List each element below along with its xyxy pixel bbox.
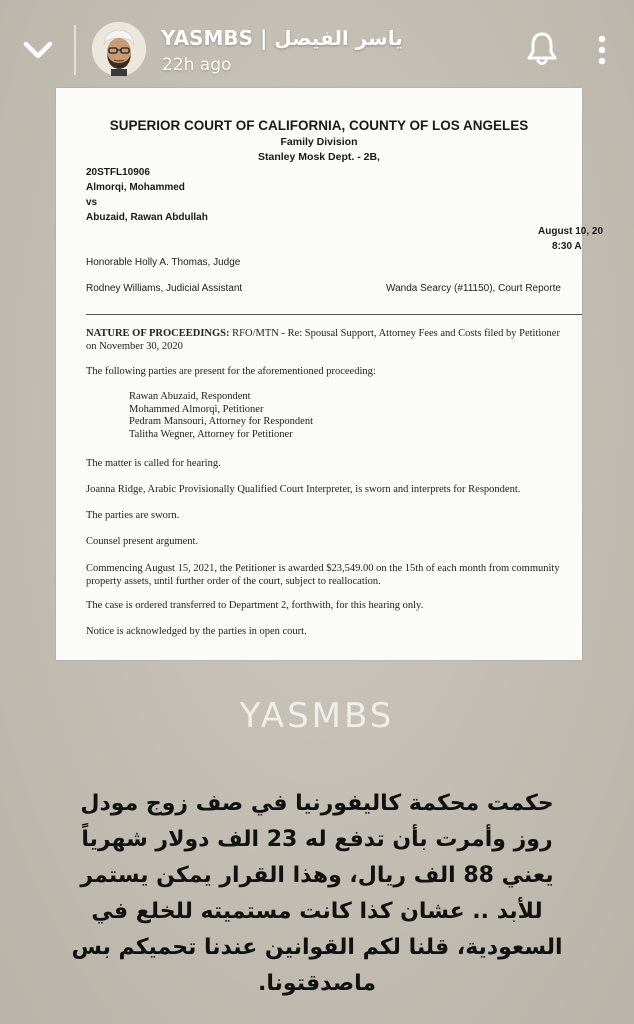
petitioner-name: Almorqi, Mohammed <box>86 182 185 193</box>
watermark-text: YASMBS <box>239 696 395 736</box>
party-item: Pedram Mansouri, Attorney for Respondent <box>129 416 314 427</box>
bitmoji-avatar-icon <box>92 22 146 76</box>
judicial-assistant: Rodney Williams, Judicial Assistant <box>86 283 243 294</box>
bell-icon <box>524 30 560 68</box>
hearing-time: 8:30 A <box>552 241 582 252</box>
party-item: Talitha Wegner, Attorney for Petitioner <box>129 428 293 440</box>
hearing-date: August 10, 20 <box>538 226 604 237</box>
court-division: Family Division <box>280 136 358 148</box>
more-options-button[interactable] <box>592 34 612 68</box>
document-divider <box>86 314 582 315</box>
back-button[interactable] <box>18 30 58 70</box>
minute-paragraph: The matter is called for hearing. <box>86 458 221 469</box>
court-document-image <box>56 88 604 660</box>
more-vertical-icon <box>592 34 612 68</box>
party-item: Mohammed Almorqi, Petitioner <box>129 403 264 415</box>
parties-intro: The following parties are present for the aforementioned proceeding: <box>86 366 376 377</box>
story-username[interactable]: YASMBS | ياسر الفيصل <box>161 26 403 50</box>
minute-paragraph: Joanna Ridge, Arabic Provisionally Qualified Court Interpreter, is sworn and interprets for Respondent. <box>86 484 521 495</box>
story-caption: حكمت محكمة كاليفورنيا في صف زوج مودل روز وأمرت بأن تدفع له 23 الف دولار شهرياً يعني 88 الف ريال، وهذا القرار يمكن يستمر للأبد .. عشان كذا كانت مستميته للخلع في السعودية، قلنا لكم القوانين عندنا تحميكم بس ماصدقتونا. <box>71 791 563 996</box>
story-timestamp: 22h ago <box>162 55 232 75</box>
nature-text: RFO/MTN - Re: Spousal Support, Attorney Fees and Costs filed by Petitioner on November 30, 2020 <box>86 328 560 352</box>
court-title: SUPERIOR COURT OF CALIFORNIA, COUNTY OF LOS ANGELES <box>109 118 529 133</box>
court-department: Stanley Mosk Dept. - 2B, <box>258 151 380 163</box>
nature-of-proceedings <box>86 327 566 353</box>
header-divider <box>74 25 76 75</box>
chevron-down-icon <box>18 30 58 70</box>
party-item: Rawan Abuzaid, Respondent <box>129 391 251 402</box>
minute-paragraph: Counsel present argument. <box>86 536 199 547</box>
court-reporter: Wanda Searcy (#11150), Court Reporte <box>386 283 561 294</box>
minute-paragraph: Commencing August 15, 2021, the Petitioner is awarded $23,549.00 on the 15th of each month from community property assets, until further order of the court, subject to reallocation. <box>86 563 560 587</box>
avatar[interactable] <box>92 22 146 76</box>
nature-label: NATURE OF PROCEEDINGS: <box>86 328 230 339</box>
minute-paragraph: The parties are sworn. <box>86 510 180 521</box>
case-number: 20STFL10906 <box>86 167 150 178</box>
versus-label: vs <box>86 197 98 208</box>
story-header <box>0 0 634 90</box>
parties-list <box>129 391 313 441</box>
minute-paragraph: Notice is acknowledged by the parties in open court. <box>86 626 307 637</box>
judge-name: Honorable Holly A. Thomas, Judge <box>86 257 241 268</box>
notification-button[interactable] <box>524 30 560 68</box>
minute-paragraph: The case is ordered transferred to Department 2, forthwith, for this hearing only. <box>86 600 424 611</box>
respondent-name: Abuzaid, Rawan Abdullah <box>86 212 208 223</box>
